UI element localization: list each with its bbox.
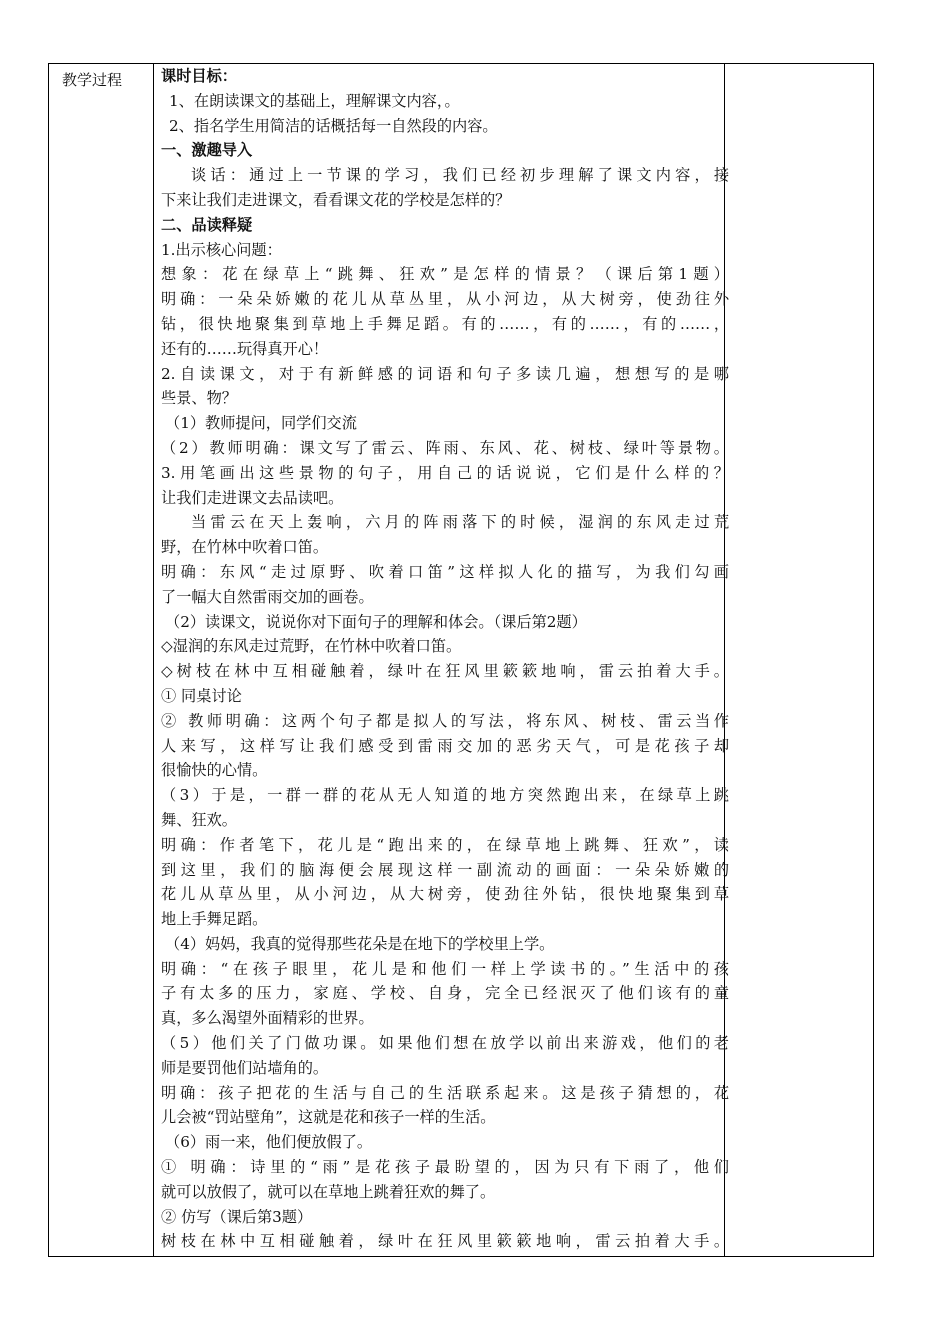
column-divider-1 — [153, 63, 154, 1257]
content-line: 3.用笔画出这些景物的句子，用自己的话说说，它们是什么样的？ — [161, 463, 729, 482]
content-line: 让我们走进课文去品读吧。 — [161, 488, 344, 507]
content-line: 2.自读课文，对于有新鲜感的词语和句子多读几遍，想想写的是哪 — [161, 364, 729, 383]
content-line: 树枝在林中互相碰触着，绿叶在狂风里簌簌地响，雷云拍着大手。 — [161, 1232, 729, 1251]
content-line: 1.出示核心问题： — [161, 240, 282, 259]
section-heading: 一、激趣导入 — [161, 141, 253, 160]
content-line: 明确：东风“走过原野、吹着口笛”这样拟人化的描写，为我们勾画 — [161, 562, 729, 581]
content-line: 想象：花在绿草上“跳舞、狂欢”是怎样的情景？（课后第1题） — [161, 265, 729, 284]
content-line: 舞、狂欢。 — [161, 810, 237, 829]
content-line: ② 教师明确：这两个句子都是拟人的写法，将东风、树枝、雷云当作 — [161, 711, 729, 730]
content-line: ① 同桌讨论 — [161, 686, 242, 705]
content-line: ② 仿写（课后第3题） — [161, 1207, 313, 1226]
content-line: 还有的……玩得真开心！ — [161, 339, 329, 358]
content-line: （3）于是，一群一群的花从无人知道的地方突然跑出来，在绿草上跳 — [161, 786, 729, 805]
content-line: （2）读课文，说说你对下面句子的理解和体会。（课后第2题） — [165, 612, 587, 631]
notes-column — [725, 64, 873, 1256]
content-line: 了一幅大自然雷雨交加的画卷。 — [161, 587, 374, 606]
content-line: （5）他们关了门做功课。如果他们想在放学以前出来游戏，他们的老 — [161, 1034, 729, 1053]
content-line: 花儿从草丛里，从小河边，从大树旁，使劲往外钻，很快地聚集到草 — [161, 885, 729, 904]
content-line: 人来写，这样写让我们感受到雷雨交加的恶劣天气，可是花孩子却 — [161, 736, 729, 755]
content-line: ◇湿润的东风走过荒野，在竹林中吹着口笛。 — [161, 637, 462, 656]
content-line: 明确：作者笔下，花儿是“跑出来的，在绿草地上跳舞、狂欢”，读 — [161, 835, 729, 854]
row-label-teaching-process: 教学过程 — [62, 71, 123, 89]
content-line: （1）教师提问，同学们交流 — [165, 414, 357, 433]
table-right-border — [873, 63, 874, 1257]
content-line: ◇树枝在林中互相碰触着，绿叶在狂风里簌簌地响，雷云拍着大手。 — [161, 662, 729, 681]
lesson-table — [48, 63, 874, 1257]
content-line: 钻，很快地聚集到草地上手舞足蹈。有的……，有的……，有的……， — [161, 314, 729, 333]
content-line: 明确：孩子把花的生活与自己的生活联系起来。这是孩子猜想的，花 — [161, 1083, 729, 1102]
content-line: 师是要罚他们站墙角的。 — [161, 1058, 329, 1077]
content-line: 2、指名学生用简洁的话概括每一自然段的内容。 — [169, 116, 498, 135]
content-line: 很愉快的心情。 — [161, 761, 268, 780]
content-line: （6）雨一来，他们便放假了。 — [165, 1133, 373, 1152]
content-line: 谈话：通过上一节课的学习，我们已经初步理解了课文内容，接 — [191, 166, 729, 185]
content-line: ① 明确：诗里的“雨”是花孩子最盼望的，因为只有下雨了，他们 — [161, 1158, 729, 1177]
content-line: （2）教师明确：课文写了雷云、阵雨、东风、花、树枝、绿叶等景物。 — [161, 438, 729, 457]
table-left-border — [48, 63, 49, 1257]
section-heading: 二、品读释疑 — [161, 215, 253, 234]
content-line: 明确：“在孩子眼里，花儿是和他们一样上学读书的。”生活中的孩 — [161, 959, 729, 978]
content-line: 儿会被“罚站壁角”，这就是花和孩子一样的生活。 — [161, 1108, 496, 1127]
teaching-content — [161, 64, 729, 1254]
content-line: 1、在朗读课文的基础上，理解课文内容，。 — [169, 91, 460, 110]
content-line: 子有太多的压力，家庭、学校、自身，完全已经泯灭了他们该有的童 — [161, 984, 729, 1003]
content-line: 到这里，我们的脑海便会展现这样一副流动的画面：一朵朵娇嫩的 — [161, 860, 729, 879]
content-line: 当雷云在天上轰响，六月的阵雨落下的时候，湿润的东风走过荒 — [191, 513, 729, 532]
content-line: 就可以放假了，就可以在草地上跳着狂欢的舞了。 — [161, 1182, 496, 1201]
section-heading: 课时目标： — [161, 67, 237, 85]
table-bottom-border — [48, 1256, 874, 1257]
content-line: 下来让我们走进课文，看看课文花的学校是怎样的？ — [161, 190, 511, 209]
content-line: 地上手舞足蹈。 — [161, 910, 268, 929]
content-line: 些景、物？ — [161, 389, 237, 408]
content-line: 野，在竹林中吹着口笛。 — [161, 538, 329, 557]
content-line: 真，多么渴望外面精彩的世界。 — [161, 1009, 374, 1028]
content-line: 明确：一朵朵娇嫩的花儿从草丛里，从小河边，从大树旁，使劲往外 — [161, 290, 729, 309]
content-line: （4）妈妈，我真的觉得那些花朵是在地下的学校里上学。 — [165, 934, 555, 953]
